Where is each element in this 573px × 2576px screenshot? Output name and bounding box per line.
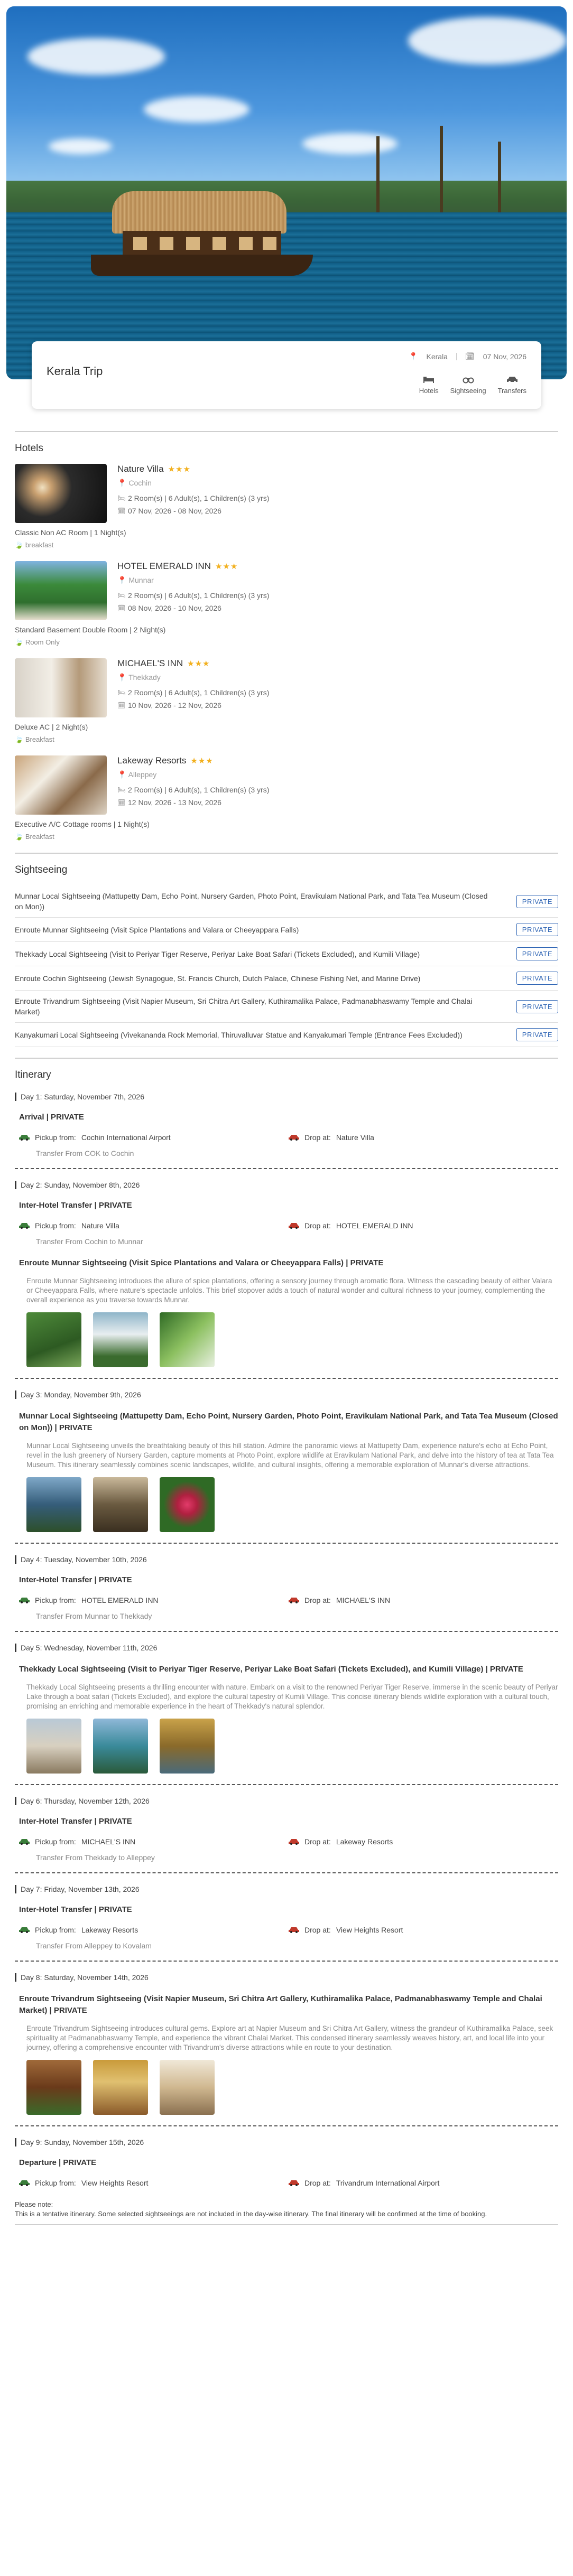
hero-image [6,6,567,379]
hotel-image [15,755,107,815]
room-type: Standard Basement Double Room | 2 Night(s) [15,626,166,634]
star-rating: ★★★ [215,562,238,571]
day-header: Day 1: Saturday, November 7th, 2026 [15,1093,558,1101]
drop-location: Lakeway Resorts [336,1837,393,1846]
sightseeing-item[interactable]: Enroute Cochin Sightseeing (Jewish Synagogue, St. Francis Church, Dutch Palace, Chinese Fishing Net, and Marine Drive) PRIVATE [15,966,558,991]
leaf-icon: 🍃 [15,541,24,549]
houseboat [91,181,334,286]
private-badge: PRIVATE [516,972,558,985]
activity-description: Enroute Trivandrum Sightseeing introduces cultural gems. Explore art at Napier Museum and Sri Chitra Art Gallery, witness the grandeur of Kuthiramalika Palace, seek spirituality at Padmanabhaswamy Temple, and experience the vibrant Chalai Market. This condensed itinerary seamlessly weaves history, art, and local life into your journey, offering a comprehensive encounter with Trivandrum's diverse attractions while en route to your destination. [26,2024,553,2051]
day-header: Day 3: Monday, November 9th, 2026 [15,1390,558,1399]
hotel-image [15,561,107,620]
activity-description: Enroute Munnar Sightseeing introduces the allure of spice plantations, offering a sensory journey through aromatic flora. Witness the cascading beauty of either Valara or Cheeyappara Falls, where nature's spectacle unfolds. This brief stopover adds a touch of natural wonder and cultural richness to your journey, complementing the overall experience as you traverse towards Munnar. [26,1277,552,1304]
car-icon [19,1927,30,1933]
activity-photo [93,1477,148,1532]
transfer-subtitle: Transfer From Alleppey to Kovalam [36,1942,152,1950]
hotel-card[interactable] [15,464,558,549]
pickup-location: Cochin International Airport [81,1133,171,1142]
transfer-title: Inter-Hotel Transfer | PRIVATE [19,1817,132,1826]
bed-icon: 🛏 [117,689,126,696]
trip-info-card [32,341,541,409]
activity-title: Thekkady Local Sightseeing (Visit to Periyar Tiger Reserve, Periyar Lake Boat Safari (Tickets Excluded), and Kumili Village) | PRIVATE [19,1665,523,1674]
car-icon [19,1838,30,1845]
car-icon [19,2180,30,2186]
binoculars-icon [463,375,474,384]
feature-transfers: Transfers [498,375,526,395]
leaf-icon: 🍃 [15,638,24,646]
activity-title: Enroute Trivandrum Sightseeing (Visit Napier Museum, Sri Chitra Art Gallery, Kuthiramalika Palace, Padmanabhaswamy Temple and Chalai Market) | PRIVATE [19,1994,542,2015]
car-icon [289,1134,299,1141]
calendar-icon: 🗓 [117,702,126,709]
calendar-icon: 🗓 [117,604,126,612]
map-pin-icon: 📍 [409,352,418,360]
transfer-subtitle: Transfer From Munnar to Thekkady [36,1612,152,1620]
pickup-location: Nature Villa [81,1221,119,1230]
private-badge: PRIVATE [516,1028,558,1041]
day-header: Day 6: Thursday, November 12th, 2026 [15,1797,558,1805]
meal-plan: Room Only [25,638,60,646]
day-header: Day 9: Sunday, November 15th, 2026 [15,2138,558,2146]
private-badge: PRIVATE [516,923,558,936]
sightseeing-item[interactable]: Thekkady Local Sightseeing (Visit to Periyar Tiger Reserve, Periyar Lake Boat Safari (Tickets Excluded), and Kumili Village) PRIVATE [15,942,558,966]
day-header: Day 2: Sunday, November 8th, 2026 [15,1181,558,1189]
transfer-title: Departure | PRIVATE [19,2158,97,2167]
room-type: Classic Non AC Room | 1 Night(s) [15,528,126,537]
hotel-card[interactable] [15,561,558,647]
transfer-title: Inter-Hotel Transfer | PRIVATE [19,1575,132,1584]
sightseeing-item[interactable]: Munnar Local Sightseeing (Mattupetty Dam, Echo Point, Nursery Garden, Photo Point, Eravikulam National Park, and Tata Tea Museum (Closed on Mon)) PRIVATE [15,885,558,918]
day-header: Day 5: Wednesday, November 11th, 2026 [15,1644,558,1652]
activity-photo [93,2060,148,2115]
leaf-icon: 🍃 [15,735,24,743]
hotel-dates: 10 Nov, 2026 - 12 Nov, 2026 [128,701,221,710]
sightseeing-item[interactable]: Kanyakumari Local Sightseeing (Vivekananda Rock Memorial, Thiruvalluvar Statue and Kanyakumari Temple (Entrance Fees Excluded)) PRIVATE [15,1023,558,1047]
leaf-icon: 🍃 [15,833,24,841]
please-note [15,2200,558,2219]
sightseeing-item[interactable]: Enroute Munnar Sightseeing (Visit Spice Plantations and Valara or Cheeyappara Falls) PRIVATE [15,918,558,942]
note-label: Please note: [15,2200,53,2208]
activity-title: Enroute Munnar Sightseeing (Visit Spice Plantations and Valara or Cheeyappara Falls) | PRIVATE [19,1258,384,1267]
map-pin-icon: 📍 [117,673,127,682]
activity-description: Thekkady Local Sightseeing presents a thrilling encounter with nature. Embark on a visit to the renowned Periyar Tiger Reserve, immerse in the scenic beauty of Periyar Lake through a boat safari (Tickets Excluded), and explore the cultural tapestry of Kumili Village. This concise itinerary blends wildlife exploration with a cultural touch, promising an enriching and memorable experience in the heart of Thekkady's natural splendor. [26,1683,558,1710]
car-icon [289,1597,299,1603]
activity-title: Munnar Local Sightseeing (Mattupetty Dam, Echo Point, Nursery Garden, Photo Point, Eravikulam National Park, and Tata Tea Museum (Closed on Mon)) | PRIVATE [19,1412,558,1432]
calendar-icon: 🗓 [465,352,475,360]
activity-photo [160,1312,215,1367]
hotels-heading: Hotels [15,443,43,454]
hotel-location: Alleppey [128,770,157,779]
transfer-title: Inter-Hotel Transfer | PRIVATE [19,1201,132,1210]
map-pin-icon: 📍 [117,770,127,779]
drop-location: HOTEL EMERALD INN [336,1221,413,1230]
car-icon [19,1134,30,1141]
bed-icon: 🛏 [117,786,126,794]
car-icon [289,1222,299,1229]
sightseeing-heading: Sightseeing [15,864,68,875]
activity-photo [93,1312,148,1367]
hotel-guests: 2 Room(s) | 6 Adult(s), 1 Children(s) (3 yrs) [128,591,270,600]
itinerary-section: Itinerary Day 1: Saturday, November 7th, 2026 Arrival | PRIVATE Pickup from: Cochin International Airport Drop at: Nature Villa Transfer From COK to Cochin Day 2: Sunday, November 8th, 2026 Inter-Hotel Transfer | PRIVATE Pickup from: Nature Villa Drop at: HOTEL EMERALD INN Transfer From Cochin to Munnar Enroute Munnar Sightseeing (Visit Spice Plantations and Valara or Cheeyappara Falls) | PRIVATE Enroute Munnar Sightseeing introduces the allure of spice plantations, offering a sensory journey through aromatic flora. Witness the cascading beauty of either Valara or Cheeyappara Falls, where nature's spectacle unfolds. This brief stopover adds a touch of natural wonder and cultural richness to your journey, complementing the overall experience as you traverse towards Munnar. Day 3: Monday, November 9th, 2026 Munnar Local Sightseeing (Mattupetty Dam, Echo Point, Nursery Garden, Photo Point, Eravikulam National Park, and Tata Tea Museum (Closed on Mon)) | PRIVATE Munnar Local Sightseeing unveils the breathtaking beauty of this hill station. Admire the panoramic views at Mattupetty Dam, experience nature's echo at Echo Point, revel in the lush greenery of Nursery Garden, capture moments at Photo Point, explore wildlife at Eravikulam National Park, and delve into the history of tea at Tata Tea Museum. This itinerary seamlessly combines scenic landscapes, wildlife, and cultural insights, offering a memorable exploration of Munnar's diverse attractions. Day 4: Tuesday, November 10th, 2026 Inter-Hotel Transfer | PRIVATE Pickup from: HOTEL EMERALD INN Drop at: MICHAEL'S INN Transfer From Munnar to Thekkady Day 5: Wednesday, November 11th, 2026 Thekkady Local Sightseeing (Visit to Periyar Tiger Reserve, Periyar Lake Boat Safari (Tickets Excluded), and Kumili Village) | PRIVATE Thekkady Local Sightseeing presents a thrilling encounter with nature. Embark on a visit to the renowned Periyar Tiger Reserve, immerse in the scenic beauty of Periyar Lake through a boat safari (Tickets Excluded), and explore the cultural tapestry of Kumili Village. This concise itinerary blends wildlife exploration with a cultural touch, promising an enriching and memorable experience in the heart of Thekkady's natural splendor. Day 6: Thursday, November 12th, 2026 Inter-Hotel Transfer | PRIVATE Pickup from: MICHAEL'S INN Drop at: Lakeway Resorts Transfer From Thekkady to Alleppey Day 7: Friday, November 13th, 2026 Inter-Hotel Transfer | PRIVATE Pickup from: Lakeway Resorts Drop at: View Heights Resort Transfer From Alleppey to Kovalam Day 8: Saturday, November 14th, 2026 Enroute Trivandrum Sightseeing (Visit Napier Museum, Sri Chitra Art Gallery, Kuthiramalika Palace, Padmanabhaswamy Temple and Chalai Market) | PRIVATE Enroute Trivandrum Sightseeing introduces cultural gems. Explore art at Napier Museum and Sri Chitra Art Gallery, witness the grandeur of Kuthiramalika Palace, seek spirituality at Padmanabhaswamy Temple, and experience the vibrant Chalai Market. This condensed itinerary seamlessly weaves history, art, and local life into your journey, offering a comprehensive encounter with Trivandrum's diverse attractions while en route to your destination. Day 9: Sunday, November 15th, 2026 Departure | PRIVATE Pickup from: View Heights Resort Drop at: Trivandrum International Airport [15,1069,558,2187]
meal-plan: Breakfast [25,833,54,841]
transfer-subtitle: Transfer From COK to Cochin [36,1149,134,1158]
map-pin-icon: 📍 [117,576,127,584]
drop-location: Nature Villa [336,1133,374,1142]
trip-location: Kerala [426,352,448,361]
hotel-guests: 2 Room(s) | 6 Adult(s), 1 Children(s) (3 yrs) [128,688,270,697]
star-rating: ★★★ [168,465,191,474]
day-header: Day 4: Tuesday, November 10th, 2026 [15,1555,558,1564]
car-icon [289,1927,299,1933]
car-icon [506,375,518,384]
day-header: Day 8: Saturday, November 14th, 2026 [15,1973,558,1982]
calendar-icon: 🗓 [117,799,126,806]
activity-photo [93,1719,148,1774]
activity-description: Munnar Local Sightseeing unveils the breathtaking beauty of this hill station. Admire the panoramic views at Mattupetty Dam, experience nature's echo at Echo Point, revel in the lush greenery of Nursery Garden, capture moments at Photo Point, explore wildlife at Eravikulam National Park, and delve into the history of tea at Tata Tea Museum. This itinerary seamlessly combines scenic landscapes, wildlife, and cultural insights, offering a memorable exploration of Munnar's diverse attractions. [26,1442,554,1469]
car-icon [289,1838,299,1845]
sightseeing-section [0,864,573,1047]
pickup-location: HOTEL EMERALD INN [81,1596,159,1604]
hotel-location: Munnar [128,576,154,584]
car-icon [289,2180,299,2186]
drop-location: View Heights Resort [336,1926,403,1934]
hotel-guests: 2 Room(s) | 6 Adult(s), 1 Children(s) (3 yrs) [128,786,270,794]
room-type: Executive A/C Cottage rooms | 1 Night(s) [15,820,150,828]
star-rating: ★★★ [187,659,210,668]
sightseeing-item[interactable]: Enroute Trivandrum Sightseeing (Visit Napier Museum, Sri Chitra Art Gallery, Kuthiramalika Palace, Padmanabhaswamy Temple and Chalai Market) PRIVATE [15,991,558,1023]
activity-photo [160,1477,215,1532]
car-icon [19,1222,30,1229]
calendar-icon: 🗓 [117,507,126,515]
hotel-card[interactable] [15,658,558,744]
hotel-name: Nature Villa [117,464,164,474]
hotels-section [0,443,573,841]
private-badge: PRIVATE [516,1000,558,1013]
pickup-location: View Heights Resort [81,2179,149,2187]
room-type: Deluxe AC | 2 Night(s) [15,723,88,731]
note-text: This is a tentative itinerary. Some selected sightseeings are not included in the day-wise itinerary. The final itinerary will be confirmed at the time of booking. [15,2210,487,2218]
car-icon [19,1597,30,1603]
bed-icon: 🛏 [117,592,126,599]
drop-location: Trivandrum International Airport [336,2179,440,2187]
activity-photo [26,1477,81,1532]
private-badge: PRIVATE [516,947,558,960]
hotel-name: MICHAEL'S INN [117,658,183,668]
map-pin-icon: 📍 [117,479,127,487]
star-rating: ★★★ [190,757,214,766]
activity-photo [160,1719,215,1774]
transfer-title: Arrival | PRIVATE [19,1113,84,1122]
hotel-location: Thekkady [128,673,161,682]
private-badge: PRIVATE [516,895,558,908]
meal-plan: breakfast [25,541,54,549]
activity-photo [26,1719,81,1774]
hotel-image [15,658,107,717]
trip-title: Kerala Trip [47,365,103,378]
activity-photo [26,1312,81,1367]
bed-icon: 🛏 [117,494,126,502]
hotel-dates: 07 Nov, 2026 - 08 Nov, 2026 [128,507,221,515]
hotel-dates: 08 Nov, 2026 - 10 Nov, 2026 [128,604,221,612]
hotel-location: Cochin [128,479,152,487]
pickup-location: Lakeway Resorts [81,1926,138,1934]
hotel-card[interactable] [15,755,558,841]
drop-location: MICHAEL'S INN [336,1596,391,1604]
transfer-title: Inter-Hotel Transfer | PRIVATE [19,1905,132,1914]
trip-date: 07 Nov, 2026 [483,352,526,361]
feature-hotels: Hotels [419,375,439,395]
activity-photo [26,2060,81,2115]
hotel-name: HOTEL EMERALD INN [117,561,211,571]
pickup-location: MICHAEL'S INN [81,1837,136,1846]
hotel-name: Lakeway Resorts [117,755,187,766]
hotel-image [15,464,107,523]
bed-icon [423,375,435,384]
transfer-subtitle: Transfer From Cochin to Munnar [36,1237,143,1246]
meal-plan: Breakfast [25,735,54,743]
hotel-guests: 2 Room(s) | 6 Adult(s), 1 Children(s) (3 yrs) [128,494,270,502]
day-header: Day 7: Friday, November 13th, 2026 [15,1885,558,1893]
transfer-subtitle: Transfer From Thekkady to Alleppey [36,1853,155,1862]
feature-sightseeing: Sightseeing [450,375,486,395]
hotel-dates: 12 Nov, 2026 - 13 Nov, 2026 [128,798,221,807]
activity-photo [160,2060,215,2115]
itinerary-heading: Itinerary [15,1069,51,1080]
